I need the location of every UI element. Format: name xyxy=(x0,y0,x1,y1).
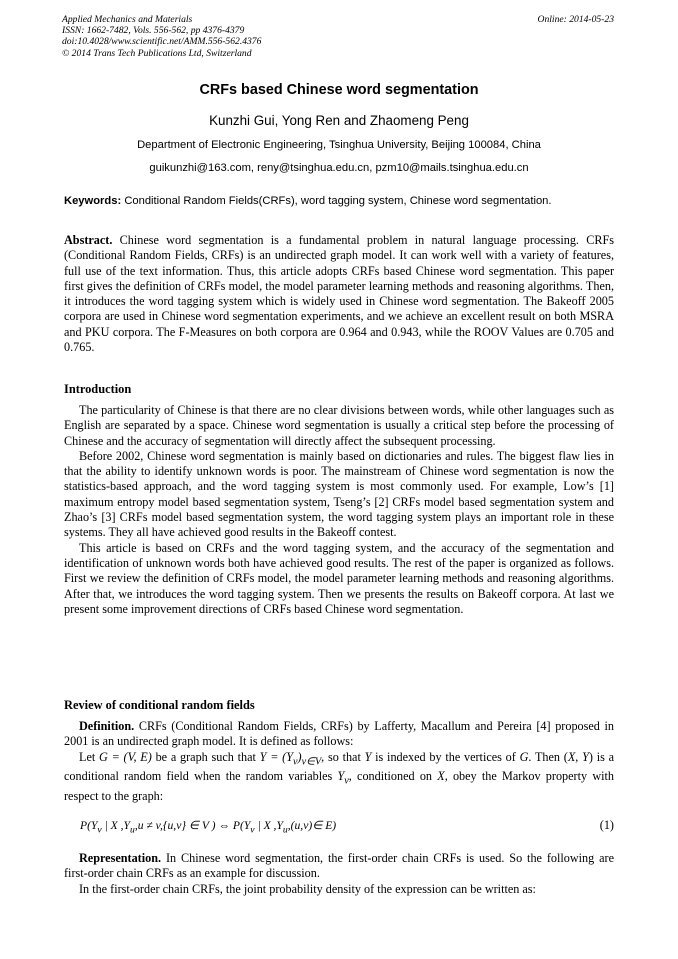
definition-text: CRFs (Conditional Random Fields, CRFs) by Lafferty, Macallum and Pereira [4] proposed in 2001 is an undirected graph model. It is defined as follows: xyxy=(64,719,614,749)
intro-paragraph: This article is based on CRFs and the word tagging system, and the accuracy of the segmentation and identification of unknown words both have achieved good results. The rest of the paper is organized as follows. First we review the definition of CRFs model, the model parameter learning methods and reasoning algorithms. After that, we introduces the word tagging system. Then we presents the results on Bakeoff corpora. At last we present some improvement directions of CRFs based Chinese word segmentation. xyxy=(64,540,614,616)
paper-title: CRFs based Chinese word segmentation xyxy=(199,82,479,98)
online-date: Online: 2014-05-23 xyxy=(537,14,614,25)
journal-name: Applied Mechanics and Materials xyxy=(62,14,193,25)
author-list: Kunzhi Gui, Yong Ren and Zhaomeng Peng xyxy=(209,113,469,128)
keywords xyxy=(64,195,616,207)
doi-line: doi:10.4028/www.scientific.net/AMM.556-562.4376 xyxy=(62,36,262,48)
graph-definition: Let G = (V, E) be a graph such that $Y = (Y_v)_{v\in V}$, so that Y is indexed by the vertices of G. Then (X, Y) is a conditional random field when the random variables $Y_v$, conditioned on X, obey the Markov property with respect to the graph: xyxy=(64,749,614,804)
abstract xyxy=(64,233,614,355)
introduction-body xyxy=(64,403,614,617)
intro-paragraph: The particularity of Chinese is that there are no clear divisions between words, while other languages such as English are separated by a space. Chinese word segmentation is usually a critical step before the processing of Chinese and the accuracy of segmentation will directly affect the subsequent processing. xyxy=(64,403,614,448)
introduction-heading: Introduction xyxy=(64,382,132,396)
markov-equation: $P(Y_v$ | X $,Y_u,u \ne v,\{u,v\}$ ∈ V ) ⇔ $P(Y_v$ | X $,Y_u,(u,v)\in$ E) (1) xyxy=(80,818,614,836)
representation-label: Representation. xyxy=(79,851,162,865)
keywords-text: Conditional Random Fields(CRFs), word tagging system, Chinese word segmentation. xyxy=(124,195,552,207)
abstract-label: Abstract. xyxy=(64,233,113,247)
publication-header xyxy=(62,14,261,59)
copyright-line: © 2014 Trans Tech Publications Ltd, Switzerland xyxy=(62,47,252,59)
issn-line: ISSN: 1662-7482, Vols. 556-562, pp 4376-4379 xyxy=(62,25,245,37)
joint-probability-text: In the first-order chain CRFs, the joint probability density of the expression can be written as: xyxy=(79,881,536,896)
intro-paragraph: Before 2002, Chinese word segmentation is mainly based on dictionaries and rules. The biggest flaw lies in that the ability to identify unknown words is poor. The mainstream of Chinese word segmentation is now the statistics-based approach, and the word tagging system is most commonly used. For example, Low’s [1] maximum entropy model based segmentation system, Tseng’s [2] CRFs model based segmentation system and Zhao’s [3] CRFs model based segmentation system, the word tagging system plays an important role in these systems. They all have achieved good results in the Bakeoff contest. xyxy=(64,448,614,540)
representation-section xyxy=(64,851,614,897)
representation-text: In Chinese word segmentation, the first-order chain CRFs is used. So the following are first-order chain CRFs as an example for discussion. xyxy=(64,851,614,881)
author-emails: guikunzhi@163.com, reny@tsinghua.edu.cn, pzm10@mails.tsinghua.edu.cn xyxy=(149,162,529,174)
review-body xyxy=(64,719,614,804)
review-heading: Review of conditional random fields xyxy=(64,698,255,712)
abstract-text: Chinese word segmentation is a fundamental problem in natural language processing. CRFs (Conditional Random Fields, CRFs) is an undirected graph model. It can work well with a variety of features, full use of the text information. Thus, this article adopts CRFs based Chinese word segmentation. This paper first gives the definition of CRFs model, the model parameter learning methods and reasoning algorithms. Then, it introduces the word tagging system which is widely used in Chinese word segmentation. The Bakeoff 2005 corpora are used in Chinese word segmentation experiments, and we achieve an excellent result on both MSRA and PKU corpora. The F-Measures on both corpora are 0.964 and 0.943, while the ROOV Values are 0.705 and 0.765. xyxy=(64,233,614,355)
affiliation: Department of Electronic Engineering, Tsinghua University, Beijing 100084, China xyxy=(137,139,541,151)
definition-label: Definition. xyxy=(79,719,135,733)
equation-number: (1) xyxy=(599,818,614,832)
keywords-label: Keywords: xyxy=(64,195,122,207)
